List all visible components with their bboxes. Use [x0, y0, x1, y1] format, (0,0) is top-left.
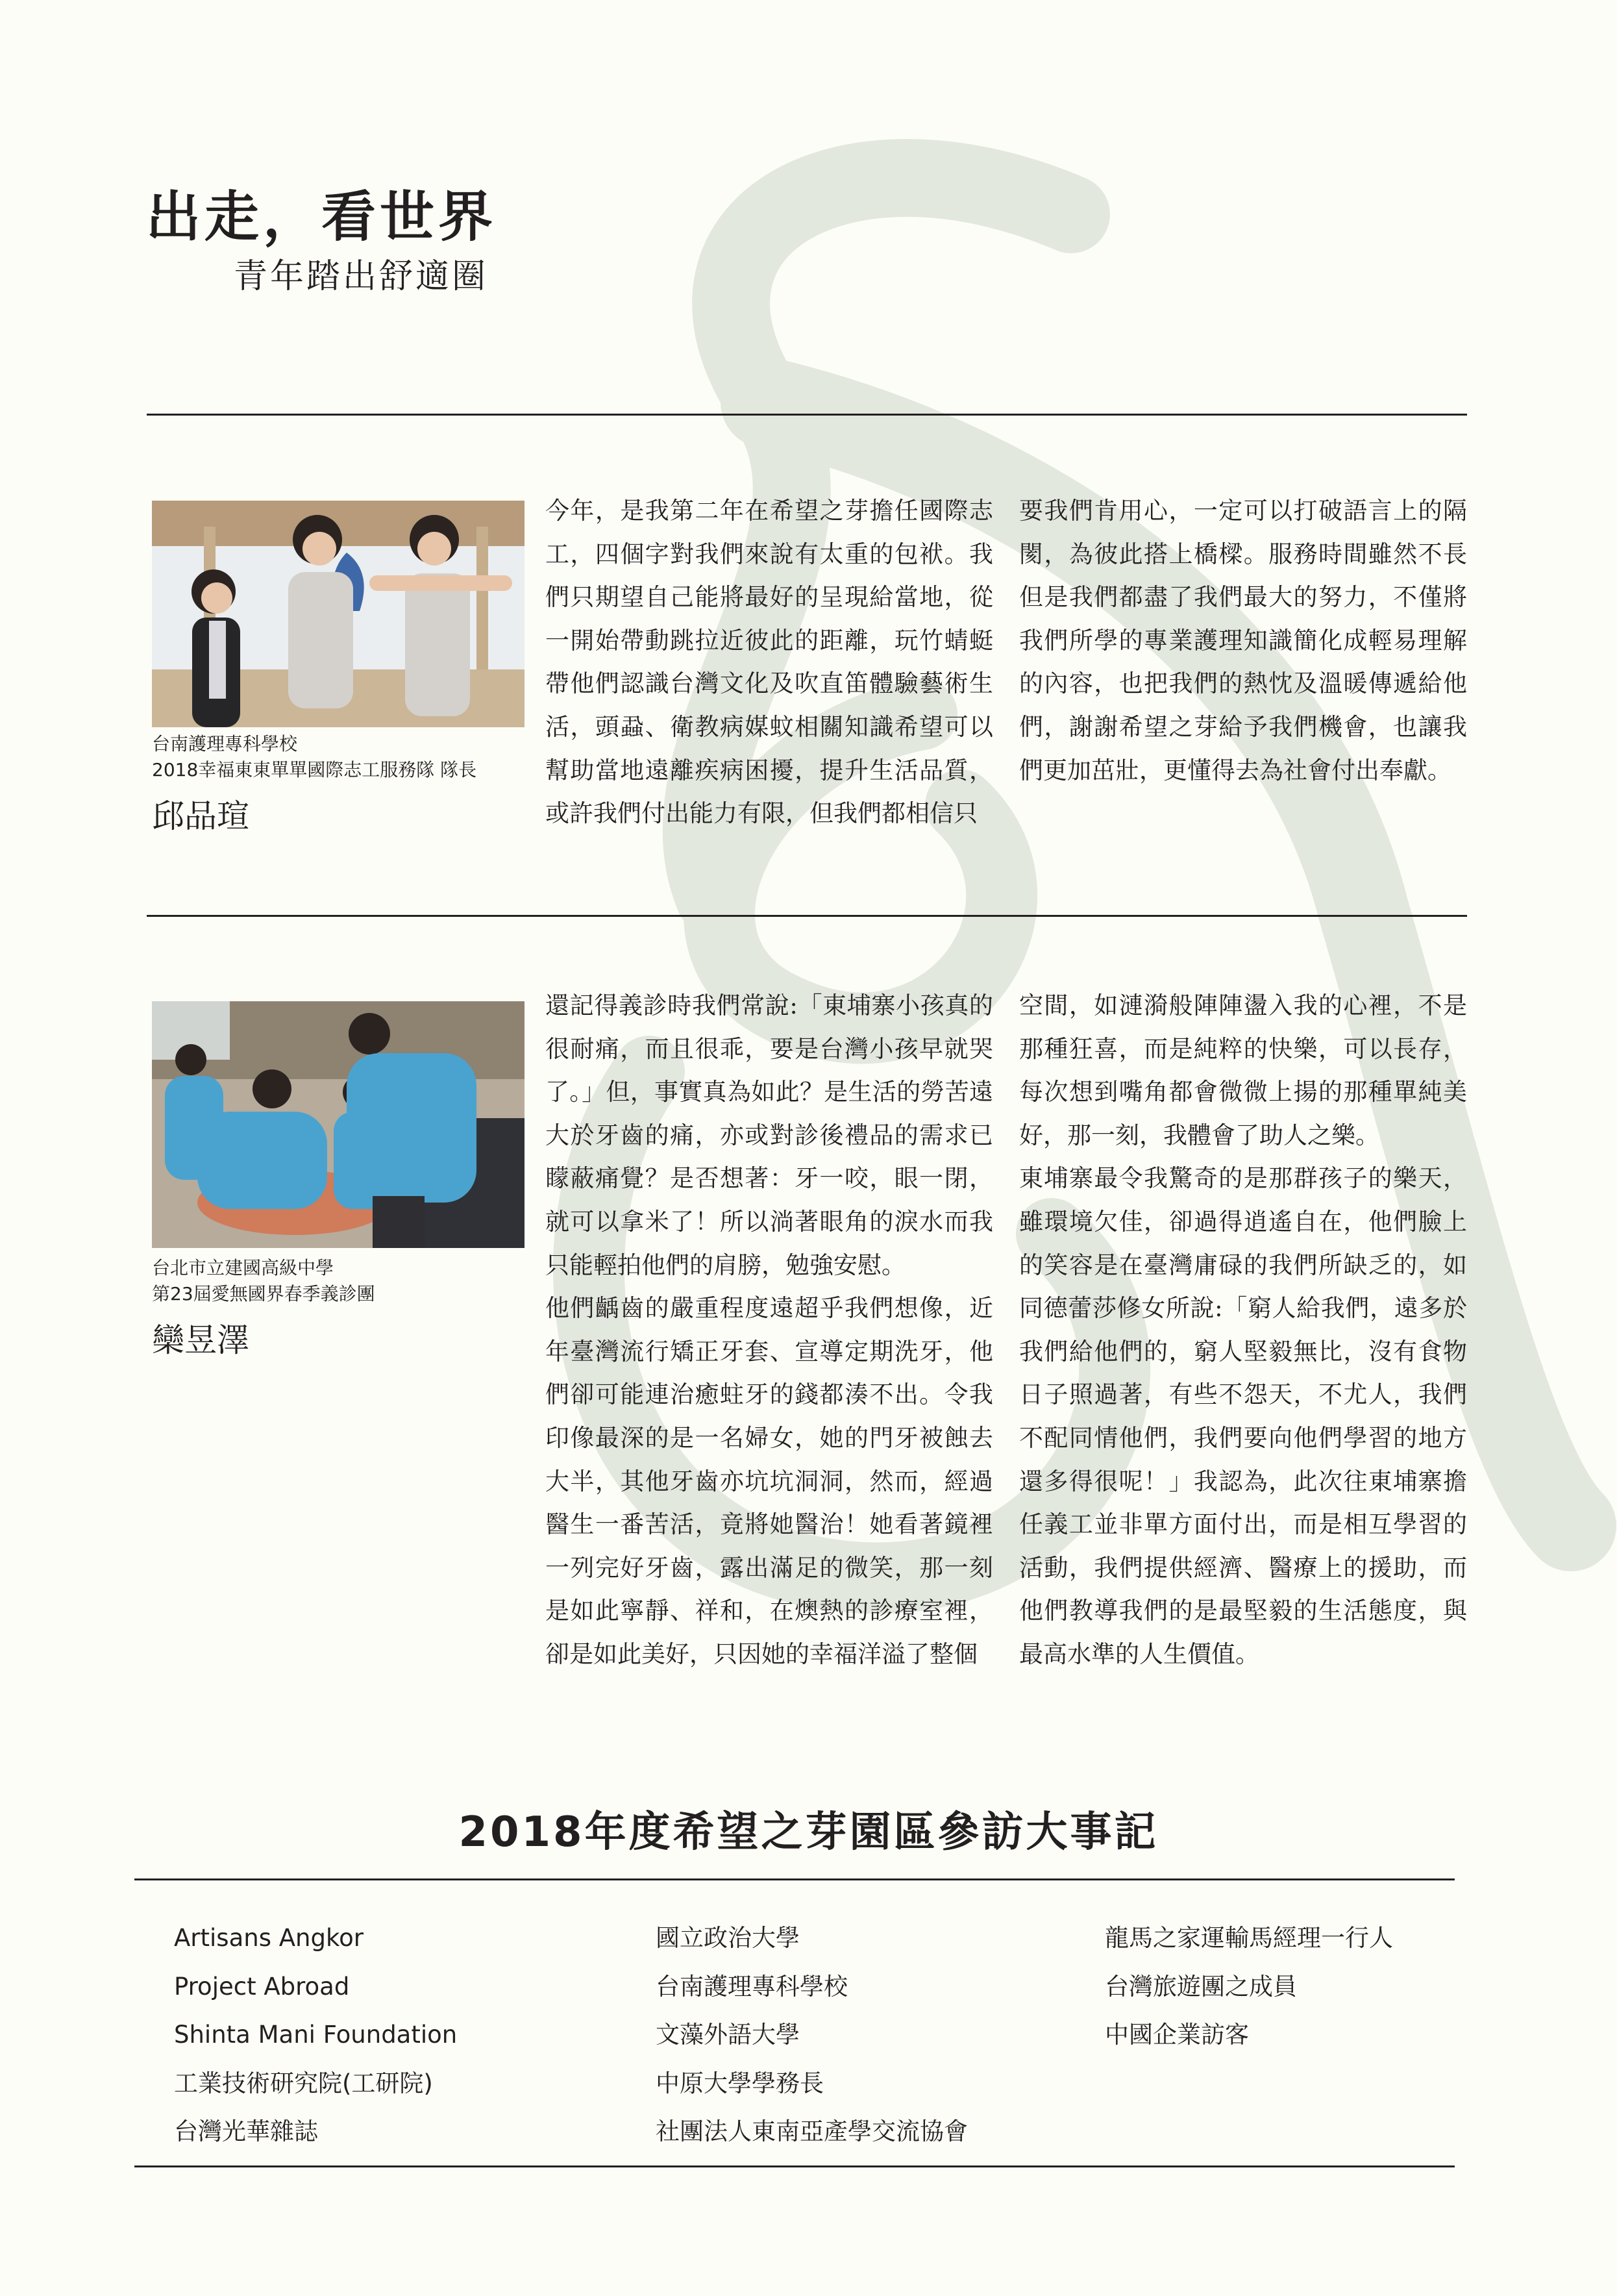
testimonial1-col1	[545, 490, 993, 836]
author1-school: 台南護理專科學校	[152, 733, 298, 755]
list-item: 工業技術研究院(工研院)	[174, 2069, 433, 2097]
list-item: Artisans Angkor	[174, 1924, 364, 1952]
list-item: 台灣光華雜誌	[174, 2117, 318, 2145]
author2-school: 台北市立建國高級中學	[152, 1257, 334, 1279]
list-item: 國立政治大學	[656, 1924, 800, 1952]
testimonial2-col2	[1019, 984, 1467, 1677]
list-item: 中原大學學務長	[656, 2069, 824, 2097]
page-subtitle: 青年踏出舒適圈	[234, 257, 489, 296]
visits-col1	[174, 1914, 457, 2156]
dental-clinic-photo	[152, 1001, 525, 1248]
section-divider	[147, 915, 1467, 917]
testimonial2-col1	[545, 984, 993, 1677]
author1-team: 2018幸福東東單單國際志工服務隊 隊長	[152, 759, 477, 780]
author2-name: 欒昱澤	[152, 1321, 249, 1359]
visits-col3	[1105, 1914, 1393, 2060]
visits-bottom-divider	[134, 2165, 1455, 2167]
volunteers-photo	[152, 501, 525, 727]
paragraph: 空間，如漣漪般陣陣盪入我的心裡，不是那種狂喜，而是純粹的快樂，可以長存，每次想到嘴角都會微微上揚的那種單純美好，那一刻，我體會了助人之樂。	[1019, 992, 1467, 1149]
paragraph: 他們齲齒的嚴重程度遠超乎我們想像，近年臺灣流行矯正牙套、宣導定期洗牙，他們卻可能連治癒蛀牙的錢都湊不出。令我印像最深的是一名婦女，她的門牙被蝕去大半，其他牙齒亦坑坑洞洞，然而，經過醫生一番苦活，竟將她醫治！她看著鏡裡一列完好牙齒，露出滿足的微笑，那一刻是如此寧靜、祥和，在燠熱的診療室裡，卻是如此美好，只因她的幸福洋溢了整個	[545, 1294, 993, 1668]
visits-title: 2018年度希望之芽園區參訪大事記	[458, 1808, 1159, 1856]
page-title: 出走，看世界	[146, 185, 497, 249]
paragraph: 今年，是我第二年在希望之芽擔任國際志工，四個字對我們來說有太重的包袱。我們只期望自己能將最好的呈現給當地，從一開始帶動跳拉近彼此的距離，玩竹蜻蜓帶他們認識台灣文化及吹直笛體驗藝術生活，頭蝨、衛教病媒蚊相關知識希望可以幫助當地遠離疾病困擾，提升生活品質，或許我們付出能力有限，但我們都相信只	[545, 497, 993, 828]
visits-col2	[656, 1914, 968, 2156]
paragraph: 還記得義診時我們常說:「東埔寨小孩真的很耐痛，而且很乖，要是台灣小孩早就哭了。」但，事實真為如此？是生活的勞苦遠大於牙齒的痛，亦或對診後禮品的需求已矇蔽痛覺？是否想著：牙一咬，眼一閉，就可以拿米了！所以淌著眼角的淚水而我只能輕拍他們的肩膀，勉強安慰。	[545, 992, 993, 1279]
list-item: Project Abroad	[174, 1972, 350, 2001]
list-item: 文藻外語大學	[656, 2021, 800, 2049]
list-item: 台南護理專科學校	[656, 1972, 848, 2001]
paragraph: 要我們肯用心，一定可以打破語言上的隔閡，為彼此搭上橋樑。服務時間雖然不長但是我們都盡了我們最大的努力，不僅將我們所學的專業護理知識簡化成輕易理解的內容，也把我們的熱忱及溫暖傳遞給他們，謝謝希望之芽給予我們機會，也讓我們更加茁壯，更懂得去為社會付出奉獻。	[1019, 497, 1467, 784]
list-item: Shinta Mani Foundation	[174, 2021, 458, 2049]
list-item: 中國企業訪客	[1105, 2021, 1249, 2049]
header-divider	[147, 414, 1467, 416]
paragraph: 東埔寨最令我驚奇的是那群孩子的樂天，雖環境欠佳，卻過得逍遙自在，他們臉上的笑容是在臺灣庸碌的我們所缺乏的，如同德蕾莎修女所說:「窮人給我們，遠多於我們給他們的，窮人堅毅無比，沒有食物日子照過著，有些不怨天，不尤人，我們不配同情他們，我們要向他們學習的地方還多得很呢！」我認為，此次往東埔寨擔任義工並非單方面付出，而是相互學習的活動，我們提供經濟、醫療上的援助，而他們教導我們的是最堅毅的生活態度，與最高水準的人生價值。	[1019, 1164, 1467, 1668]
author1-name: 邱品瑄	[152, 797, 249, 835]
list-item: 台灣旅遊團之成員	[1105, 1972, 1297, 2001]
author2-team: 第23屆愛無國界春季義診團	[152, 1283, 375, 1304]
testimonial1-col2	[1019, 490, 1467, 792]
list-item: 龍馬之家運輸馬經理一行人	[1105, 1924, 1393, 1952]
visits-top-divider	[134, 1878, 1455, 1880]
list-item: 社團法人東南亞產學交流協會	[656, 2117, 968, 2145]
